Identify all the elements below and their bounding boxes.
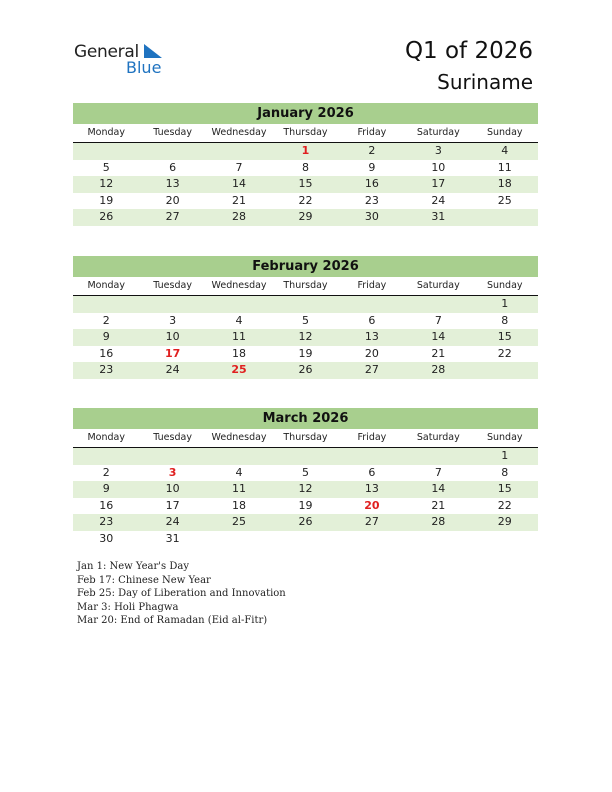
logo-general-text: General	[74, 42, 139, 62]
weekday-label: Monday	[87, 280, 125, 291]
day-cell: 14	[431, 330, 446, 343]
day-cell: 2	[102, 465, 110, 479]
day-cell: 31	[431, 210, 446, 223]
day-cell: 24	[165, 515, 180, 528]
day-cell: 8	[301, 160, 309, 174]
day-cell: 2	[368, 144, 376, 157]
day-cell: 20	[364, 346, 379, 360]
day-cell: 14	[431, 482, 446, 495]
day-cell	[206, 296, 272, 313]
day-cell: 20	[364, 498, 380, 512]
day-cell	[73, 296, 139, 313]
day-cell: 17	[165, 498, 180, 512]
day-cell	[206, 448, 272, 465]
day-cell: 17	[431, 177, 446, 190]
week-row	[73, 465, 538, 482]
week-row	[73, 143, 538, 160]
day-cell: 7	[434, 313, 442, 327]
day-cell	[405, 531, 471, 548]
week-row	[73, 481, 538, 498]
weekday-label: Thursday	[283, 280, 328, 291]
weekday-label: Friday	[357, 432, 387, 443]
day-cell: 23	[364, 193, 379, 207]
day-cell: 9	[102, 482, 110, 495]
day-cell: 10	[165, 482, 180, 495]
week-row	[73, 362, 538, 379]
day-cell	[272, 448, 338, 465]
day-cell: 7	[434, 465, 442, 479]
week-row	[73, 448, 538, 465]
day-cell: 4	[501, 144, 509, 157]
holiday-note: Mar 20: End of Ramadan (Eid al-Fitr)	[77, 615, 268, 627]
day-cell: 16	[99, 346, 114, 360]
week-row	[73, 498, 538, 515]
weekday-label: Saturday	[416, 127, 460, 138]
week-row	[73, 209, 538, 226]
logo-blue-text: Blue	[126, 58, 162, 77]
day-cell	[139, 448, 205, 465]
weekday-label: Friday	[357, 280, 387, 291]
day-cell	[206, 531, 272, 548]
day-cell: 25	[231, 363, 247, 376]
weekday-header-row	[73, 124, 538, 143]
day-cell: 5	[102, 160, 110, 174]
day-cell: 26	[298, 515, 313, 528]
day-cell: 12	[298, 482, 313, 495]
day-cell: 19	[298, 346, 313, 360]
day-cell: 29	[298, 210, 313, 223]
day-cell: 16	[99, 498, 114, 512]
day-cell	[139, 143, 205, 160]
month-title: March 2026	[73, 408, 538, 429]
day-cell: 22	[298, 193, 313, 207]
day-cell: 30	[364, 210, 379, 223]
day-cell: 19	[298, 498, 313, 512]
day-cell: 6	[368, 465, 376, 479]
day-cell: 23	[99, 515, 114, 528]
day-cell: 6	[169, 160, 177, 174]
day-cell: 25	[232, 515, 247, 528]
week-row	[73, 296, 538, 313]
week-row	[73, 346, 538, 363]
week-row	[73, 313, 538, 330]
day-cell: 10	[431, 160, 446, 174]
day-cell: 7	[235, 160, 243, 174]
day-cell	[472, 362, 538, 379]
weekday-label: Wednesday	[211, 127, 267, 138]
day-cell: 26	[99, 210, 114, 223]
day-cell: 3	[434, 144, 442, 157]
day-cell: 29	[497, 515, 512, 528]
day-cell: 17	[164, 346, 181, 360]
weekday-label: Sunday	[486, 127, 523, 138]
day-cell: 18	[232, 498, 247, 512]
day-cell: 21	[431, 498, 446, 512]
weekday-label: Wednesday	[211, 280, 267, 291]
day-cell: 15	[497, 482, 512, 495]
day-cell	[339, 448, 405, 465]
day-cell: 27	[364, 515, 379, 528]
day-cell: 11	[232, 482, 247, 495]
month-title: January 2026	[73, 103, 538, 124]
day-cell: 30	[99, 531, 114, 545]
day-cell	[472, 531, 538, 548]
day-cell: 3	[168, 465, 177, 479]
holiday-notes	[77, 560, 286, 628]
day-cell: 22	[497, 346, 512, 360]
day-cell: 31	[165, 531, 180, 545]
day-cell: 16	[364, 177, 379, 190]
day-cell: 5	[301, 465, 309, 479]
day-cell	[272, 296, 338, 313]
weekday-label: Saturday	[416, 432, 460, 443]
day-cell: 24	[165, 363, 180, 376]
day-cell: 13	[364, 330, 379, 343]
day-cell: 27	[364, 363, 379, 376]
weekday-label: Tuesday	[153, 280, 192, 291]
day-cell: 22	[497, 498, 512, 512]
day-cell: 10	[165, 330, 180, 343]
day-cell: 1	[501, 449, 509, 462]
day-cell: 6	[368, 313, 376, 327]
day-cell: 28	[431, 515, 446, 528]
day-cell: 13	[364, 482, 379, 495]
day-cell	[339, 531, 405, 548]
day-cell: 23	[99, 363, 114, 376]
day-cell: 12	[298, 330, 313, 343]
holiday-note: Jan 1: New Year's Day	[77, 561, 189, 572]
country-subtitle: Suriname	[437, 70, 533, 94]
month-january	[73, 103, 538, 226]
week-row	[73, 329, 538, 346]
month-title: February 2026	[73, 256, 538, 277]
day-cell: 25	[497, 193, 512, 207]
day-cell: 20	[165, 193, 180, 207]
day-cell: 13	[165, 177, 180, 190]
day-cell: 26	[298, 363, 313, 376]
week-row	[73, 160, 538, 177]
day-cell: 21	[232, 193, 247, 207]
day-cell: 9	[368, 160, 376, 174]
week-row	[73, 193, 538, 210]
weekday-header-row	[73, 277, 538, 296]
weekday-header-row	[73, 429, 538, 448]
day-cell: 2	[102, 313, 110, 327]
day-cell: 4	[235, 313, 243, 327]
day-cell: 1	[501, 297, 509, 310]
weekday-label: Tuesday	[153, 127, 192, 138]
day-cell	[139, 296, 205, 313]
day-cell: 28	[431, 363, 446, 376]
day-cell: 21	[431, 346, 446, 360]
weekday-label: Monday	[87, 432, 125, 443]
holiday-note: Mar 3: Holi Phagwa	[77, 601, 179, 613]
day-cell	[405, 448, 471, 465]
week-row	[73, 531, 538, 548]
weekday-label: Sunday	[486, 280, 523, 291]
day-cell: 28	[232, 210, 247, 223]
day-cell: 3	[169, 313, 177, 327]
day-cell: 19	[99, 193, 114, 207]
holiday-note: Feb 25: Day of Liberation and Innovation	[77, 588, 286, 600]
day-cell: 11	[497, 160, 512, 174]
day-cell	[472, 209, 538, 226]
weekday-label: Wednesday	[211, 432, 267, 443]
day-cell: 15	[298, 177, 313, 190]
day-cell	[73, 143, 139, 160]
week-row	[73, 514, 538, 531]
day-cell: 18	[497, 177, 512, 190]
week-row	[73, 176, 538, 193]
logo-triangle-icon	[142, 44, 162, 60]
day-cell	[339, 296, 405, 313]
generalblue-logo	[74, 42, 174, 78]
weekday-label: Sunday	[486, 432, 523, 443]
month-march	[73, 408, 538, 547]
day-cell: 15	[497, 330, 512, 343]
page-title: Q1 of 2026	[404, 38, 533, 64]
day-cell: 12	[99, 177, 114, 190]
day-cell: 5	[301, 313, 309, 327]
day-cell	[206, 143, 272, 160]
day-cell	[73, 448, 139, 465]
day-cell: 9	[102, 330, 110, 343]
day-cell	[272, 531, 338, 548]
day-cell: 8	[501, 465, 509, 479]
weekday-label: Thursday	[283, 432, 328, 443]
day-cell: 27	[165, 210, 180, 223]
day-cell: 4	[235, 465, 243, 479]
day-cell: 1	[301, 144, 310, 157]
holiday-note: Feb 17: Chinese New Year	[77, 574, 211, 586]
month-february	[73, 256, 538, 379]
weekday-label: Tuesday	[153, 432, 192, 443]
day-cell: 11	[232, 330, 247, 343]
day-cell: 18	[232, 346, 247, 360]
weekday-label: Saturday	[416, 280, 460, 291]
weekday-label: Friday	[357, 127, 387, 138]
day-cell: 8	[501, 313, 509, 327]
day-cell: 24	[431, 193, 446, 207]
weekday-label: Monday	[87, 127, 125, 138]
weekday-label: Thursday	[283, 127, 328, 138]
day-cell	[405, 296, 471, 313]
day-cell: 14	[232, 177, 247, 190]
